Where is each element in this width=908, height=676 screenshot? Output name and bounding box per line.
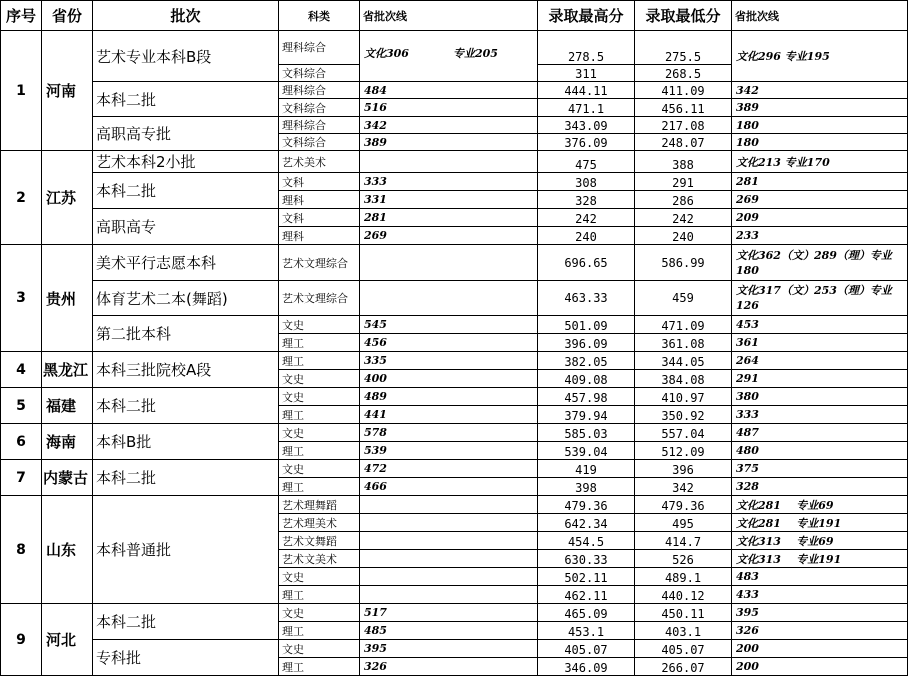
table-row [1, 82, 908, 99]
batch-line-cell: 395 [360, 640, 538, 658]
max-score-cell: 346.09 [538, 658, 635, 676]
subject-cell: 理科综合 [279, 82, 360, 99]
seq-cell: 4 [1, 352, 42, 388]
batch-line-2-cell: 文化213 专业170 [732, 151, 908, 173]
batch-line-cell: 281 [360, 209, 538, 227]
batch-line-cell [360, 586, 538, 604]
min-score-cell: 512.09 [635, 442, 732, 460]
batch-line-cell: 485 [360, 622, 538, 640]
max-score-cell: 585.03 [538, 424, 635, 442]
seq-cell: 7 [1, 460, 42, 496]
min-score-cell: 414.7 [635, 532, 732, 550]
batch-line-2-cell: 281 [732, 173, 908, 191]
max-score-cell: 454.5 [538, 532, 635, 550]
batch-cell: 高职高专 [93, 209, 279, 245]
province-cell: 河北 [42, 604, 93, 676]
batch-cell: 专科批 [93, 640, 279, 676]
min-score-cell: 557.04 [635, 424, 732, 442]
batch-line-2-cell: 文化281 专业191 [732, 514, 908, 532]
subject-cell: 文史 [279, 316, 360, 334]
min-score-cell: 361.08 [635, 334, 732, 352]
subject-cell: 艺术文理综合 [279, 245, 360, 281]
header-batch: 批次 [93, 1, 279, 31]
batch-line-cell: 539 [360, 442, 538, 460]
min-score-cell: 403.1 [635, 622, 732, 640]
batch-line-2-cell: 389 [732, 99, 908, 117]
min-score-cell: 396 [635, 460, 732, 478]
batch-line-cell: 516 [360, 99, 538, 117]
max-score-cell: 479.36 [538, 496, 635, 514]
batch-line-cell: 269 [360, 227, 538, 245]
batch-line-2-cell: 269 [732, 191, 908, 209]
batch-line-cell: 489 [360, 388, 538, 406]
min-score-cell: 248.07 [635, 134, 732, 151]
max-score-cell: 409.08 [538, 370, 635, 388]
header-max-score: 录取最高分 [538, 1, 635, 31]
batch-line-2-cell: 文化296 专业195 [732, 31, 908, 82]
min-score-cell: 471.09 [635, 316, 732, 334]
table-row [1, 281, 908, 316]
batch-cell: 艺术专业本科B段 [93, 31, 279, 82]
subject-cell: 艺术美术 [279, 151, 360, 173]
max-score-cell: 278.5 [538, 31, 635, 65]
min-score-cell: 217.08 [635, 117, 732, 134]
min-score-cell: 440.12 [635, 586, 732, 604]
subject-cell: 文史 [279, 424, 360, 442]
batch-cell: 第二批本科 [93, 316, 279, 352]
min-score-cell: 342 [635, 478, 732, 496]
batch-line-2-cell: 375 [732, 460, 908, 478]
subject-cell: 艺术理美术 [279, 514, 360, 532]
subject-cell: 文科综合 [279, 134, 360, 151]
subject-cell: 艺术理舞蹈 [279, 496, 360, 514]
max-score-cell: 398 [538, 478, 635, 496]
max-score-cell: 382.05 [538, 352, 635, 370]
table-row [1, 496, 908, 514]
batch-cell: 本科二批 [93, 460, 279, 496]
province-cell: 山东 [42, 496, 93, 604]
header-batch-line-2: 省批次线 [732, 1, 908, 31]
subject-cell: 理工 [279, 442, 360, 460]
subject-cell: 艺术文舞蹈 [279, 532, 360, 550]
table-row [1, 640, 908, 658]
seq-cell: 6 [1, 424, 42, 460]
max-score-cell: 457.98 [538, 388, 635, 406]
min-score-cell: 459 [635, 281, 732, 316]
batch-line-2-cell: 326 [732, 622, 908, 640]
province-cell: 海南 [42, 424, 93, 460]
batch-line-cell: 333 [360, 173, 538, 191]
batch-line-cell [360, 514, 538, 532]
header-seq: 序号 [1, 1, 42, 31]
max-score-cell: 462.11 [538, 586, 635, 604]
seq-cell: 3 [1, 245, 42, 352]
batch-line-2-cell: 209 [732, 209, 908, 227]
province-cell: 贵州 [42, 245, 93, 352]
max-score-cell: 630.33 [538, 550, 635, 568]
batch-line-cell [360, 496, 538, 514]
subject-cell: 文史 [279, 388, 360, 406]
batch-cell: 本科二批 [93, 173, 279, 209]
batch-line-cell: 389 [360, 134, 538, 151]
max-score-cell: 242 [538, 209, 635, 227]
province-cell: 黑龙江 [42, 352, 93, 388]
batch-line-cell: 400 [360, 370, 538, 388]
batch-line-2-cell: 361 [732, 334, 908, 352]
batch-line-cell: 331 [360, 191, 538, 209]
table-row [1, 245, 908, 281]
header-subject: 科类 [279, 1, 360, 31]
subject-cell: 文史 [279, 370, 360, 388]
min-score-cell: 240 [635, 227, 732, 245]
batch-line-2-cell: 文化317（文）253（理）专业126 [732, 281, 908, 316]
subject-cell: 理科 [279, 191, 360, 209]
min-score-cell: 286 [635, 191, 732, 209]
subject-cell: 文科综合 [279, 99, 360, 117]
table-row [1, 604, 908, 622]
subject-cell: 艺术文理综合 [279, 281, 360, 316]
batch-line-2-cell: 264 [732, 352, 908, 370]
max-score-cell: 463.33 [538, 281, 635, 316]
min-score-cell: 268.5 [635, 65, 732, 82]
batch-line-cell [360, 568, 538, 586]
subject-cell: 艺术文美术 [279, 550, 360, 568]
batch-line-2-cell: 453 [732, 316, 908, 334]
seq-cell: 8 [1, 496, 42, 604]
header-min-score: 录取最低分 [635, 1, 732, 31]
min-score-cell: 456.11 [635, 99, 732, 117]
batch-line-2-cell: 200 [732, 640, 908, 658]
batch-line-2-cell: 200 [732, 658, 908, 676]
batch-cell: 高职高专批 [93, 117, 279, 151]
subject-cell: 理工 [279, 658, 360, 676]
batch-cell: 本科二批 [93, 604, 279, 640]
province-cell: 内蒙古 [42, 460, 93, 496]
batch-line-cell: 517 [360, 604, 538, 622]
min-score-cell: 410.97 [635, 388, 732, 406]
batch-cell: 本科普通批 [93, 496, 279, 604]
subject-cell: 文科综合 [279, 65, 360, 82]
batch-line-cell [360, 281, 538, 316]
line-major: 专业205 [452, 47, 498, 60]
max-score-cell: 471.1 [538, 99, 635, 117]
min-score-cell: 411.09 [635, 82, 732, 99]
max-score-cell: 475 [538, 151, 635, 173]
batch-cell: 体育艺术二本(舞蹈) [93, 281, 279, 316]
batch-line-cell: 456 [360, 334, 538, 352]
batch-cell: 艺术本科2小批 [93, 151, 279, 173]
max-score-cell: 308 [538, 173, 635, 191]
batch-line-cell: 578 [360, 424, 538, 442]
batch-line-cell: 326 [360, 658, 538, 676]
batch-line-2-cell: 480 [732, 442, 908, 460]
max-score-cell: 419 [538, 460, 635, 478]
subject-cell: 文史 [279, 604, 360, 622]
subject-cell: 理工 [279, 352, 360, 370]
max-score-cell: 311 [538, 65, 635, 82]
batch-line-2-cell: 487 [732, 424, 908, 442]
batch-cell: 本科三批院校A段 [93, 352, 279, 388]
batch-line-cell [360, 245, 538, 281]
seq-cell: 2 [1, 151, 42, 245]
batch-cell: 本科二批 [93, 388, 279, 424]
province-cell: 江苏 [42, 151, 93, 245]
batch-line-2-cell: 233 [732, 227, 908, 245]
batch-line-cell: 466 [360, 478, 538, 496]
subject-cell: 理科综合 [279, 117, 360, 134]
seq-cell: 5 [1, 388, 42, 424]
batch-line-cell: 335 [360, 352, 538, 370]
max-score-cell: 502.11 [538, 568, 635, 586]
line-culture: 文化306 [364, 47, 409, 60]
batch-cell: 本科B批 [93, 424, 279, 460]
min-score-cell: 495 [635, 514, 732, 532]
table-row [1, 424, 908, 442]
batch-line-2-cell: 291 [732, 370, 908, 388]
min-score-cell: 586.99 [635, 245, 732, 281]
batch-line-cell [360, 532, 538, 550]
header-batch-line: 省批次线 [360, 1, 538, 31]
max-score-cell: 376.09 [538, 134, 635, 151]
min-score-cell: 384.08 [635, 370, 732, 388]
subject-cell: 文史 [279, 568, 360, 586]
batch-line-2-cell: 380 [732, 388, 908, 406]
batch-line-cell [360, 151, 538, 173]
batch-line-2-cell: 342 [732, 82, 908, 99]
batch-line-2-cell: 文化313 专业69 [732, 532, 908, 550]
max-score-cell: 642.34 [538, 514, 635, 532]
min-score-cell: 450.11 [635, 604, 732, 622]
min-score-cell: 291 [635, 173, 732, 191]
province-cell: 河南 [42, 31, 93, 151]
max-score-cell: 696.65 [538, 245, 635, 281]
min-score-cell: 489.1 [635, 568, 732, 586]
min-score-cell: 344.05 [635, 352, 732, 370]
max-score-cell: 539.04 [538, 442, 635, 460]
subject-cell: 理工 [279, 478, 360, 496]
max-score-cell: 405.07 [538, 640, 635, 658]
subject-cell: 理工 [279, 622, 360, 640]
min-score-cell: 479.36 [635, 496, 732, 514]
subject-cell: 理工 [279, 586, 360, 604]
max-score-cell: 343.09 [538, 117, 635, 134]
max-score-cell: 465.09 [538, 604, 635, 622]
max-score-cell: 501.09 [538, 316, 635, 334]
max-score-cell: 328 [538, 191, 635, 209]
batch-line-cell: 441 [360, 406, 538, 424]
max-score-cell: 396.09 [538, 334, 635, 352]
subject-cell: 理工 [279, 406, 360, 424]
batch-line-2-cell: 483 [732, 568, 908, 586]
batch-line-2-cell: 文化313 专业191 [732, 550, 908, 568]
table-row [1, 117, 908, 134]
min-score-cell: 388 [635, 151, 732, 173]
max-score-cell: 444.11 [538, 82, 635, 99]
batch-line-cell [360, 550, 538, 568]
batch-line-2-cell: 180 [732, 117, 908, 134]
batch-line-cell [360, 31, 538, 82]
min-score-cell: 242 [635, 209, 732, 227]
batch-line-cell: 484 [360, 82, 538, 99]
subject-cell: 理工 [279, 334, 360, 352]
subject-cell: 文史 [279, 640, 360, 658]
province-cell: 福建 [42, 388, 93, 424]
header-row [1, 1, 908, 31]
table-row [1, 31, 908, 65]
batch-line-2-cell: 文化281 专业69 [732, 496, 908, 514]
table-row [1, 460, 908, 478]
subject-cell: 文科 [279, 209, 360, 227]
batch-line-2-cell: 180 [732, 134, 908, 151]
table-row [1, 209, 908, 227]
seq-cell: 9 [1, 604, 42, 676]
max-score-cell: 379.94 [538, 406, 635, 424]
batch-line-2-cell: 395 [732, 604, 908, 622]
batch-line-2-cell: 433 [732, 586, 908, 604]
batch-line-cell: 545 [360, 316, 538, 334]
batch-cell: 美术平行志愿本科 [93, 245, 279, 281]
min-score-cell: 350.92 [635, 406, 732, 424]
table-row [1, 316, 908, 334]
max-score-cell: 240 [538, 227, 635, 245]
table-row [1, 388, 908, 406]
batch-line-cell: 472 [360, 460, 538, 478]
batch-line-2-cell: 328 [732, 478, 908, 496]
batch-line-2-cell: 文化362（文）289（理）专业180 [732, 245, 908, 281]
table-row [1, 151, 908, 173]
subject-cell: 理科 [279, 227, 360, 245]
batch-line-2-cell: 333 [732, 406, 908, 424]
header-province: 省份 [42, 1, 93, 31]
min-score-cell: 266.07 [635, 658, 732, 676]
subject-cell: 文史 [279, 460, 360, 478]
max-score-cell: 453.1 [538, 622, 635, 640]
subject-cell: 理科综合 [279, 31, 360, 65]
min-score-cell: 526 [635, 550, 732, 568]
table-row [1, 173, 908, 191]
seq-cell: 1 [1, 31, 42, 151]
subject-cell: 文科 [279, 173, 360, 191]
batch-line-cell: 342 [360, 117, 538, 134]
min-score-cell: 405.07 [635, 640, 732, 658]
batch-cell: 本科二批 [93, 82, 279, 117]
min-score-cell: 275.5 [635, 31, 732, 65]
table-row [1, 352, 908, 370]
